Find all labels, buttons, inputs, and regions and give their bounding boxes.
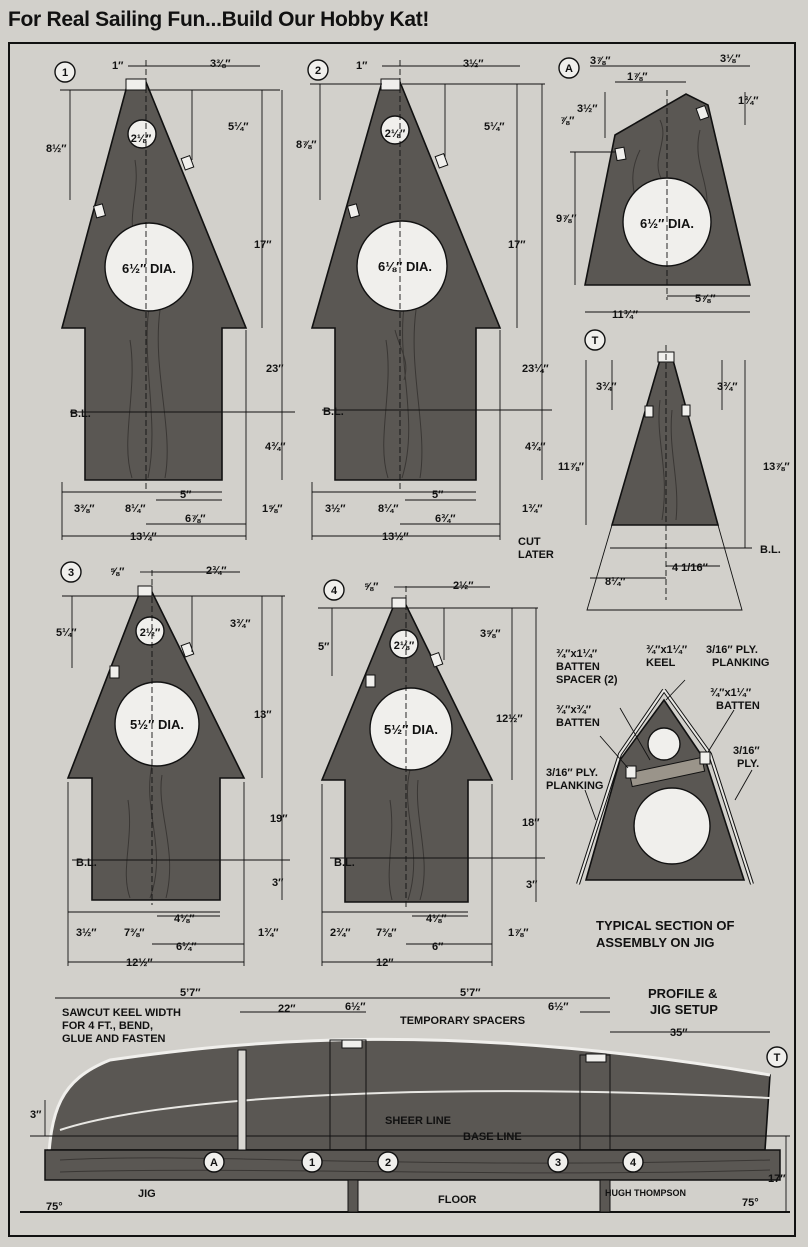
sawcut-label-2: FOR 4 FT., BEND,	[62, 1020, 154, 1032]
station-a: A	[210, 1157, 218, 1169]
section-caption-1: TYPICAL SECTION OF	[596, 918, 735, 933]
planking-top-label-1: 3/16″ PLY.	[706, 644, 758, 656]
dim-bottom-right-half: 6¾″	[435, 513, 456, 525]
base-line-label: BASE LINE	[463, 1131, 522, 1143]
dim-top-right: 3⅜″	[210, 58, 231, 70]
dim-total-height: 19″	[270, 813, 288, 825]
dim-bottom-width: 8¼″	[605, 576, 626, 588]
dim-profile-17: 17″	[768, 1173, 786, 1185]
dim-overall-width: 13½″	[382, 531, 409, 543]
dim-bottom-right: 1¾″	[258, 927, 279, 939]
ply-right-label-2: PLY.	[737, 758, 760, 770]
dim-small-hole: 2⅛″	[384, 128, 406, 140]
dim-small-hole: 2⅛″	[130, 133, 152, 145]
frame-a-drawing	[556, 53, 759, 321]
dim-top-right: 3½″	[463, 58, 484, 70]
dim-right-tall: 13⅞″	[763, 461, 790, 473]
sawcut-label-1: SAWCUT KEEL WIDTH	[62, 1007, 181, 1019]
frame-letter: T	[591, 335, 599, 347]
batten-right-label-1: ¾″x1¼″	[710, 687, 752, 699]
frame-number: 1	[61, 67, 69, 79]
dim-bottom-half: 5″	[432, 489, 444, 501]
dim-overall-width: 13¼″	[130, 531, 157, 543]
baseline-label: B.L.	[760, 544, 781, 556]
dim-big-hole: 6½″	[122, 261, 147, 276]
keel-notch	[381, 79, 400, 90]
dim-left-height: 8½″	[46, 143, 67, 155]
dim-bottom-right-half: 6⅞″	[185, 513, 206, 525]
frame-4-drawing	[318, 580, 545, 969]
dim-slope-height: 3⅝″	[480, 628, 501, 640]
dim-top-right: 2¾″	[206, 565, 227, 577]
dim-bottom-left: 3⅜″	[74, 503, 95, 515]
batten-right-label-2: BATTEN	[716, 700, 760, 712]
dim-left-height-1: 3½″	[577, 103, 598, 115]
dim-profile-65a: 6½″	[345, 1001, 366, 1013]
dim-profile-3: 3″	[30, 1109, 42, 1121]
dim-profile-57b: 5’7″	[460, 987, 481, 999]
planking-left-label-1: 3/16″ PLY.	[546, 767, 598, 779]
dim-slope-height: 3¾″	[230, 618, 251, 630]
dim-top-width: ⅝″	[364, 581, 379, 593]
keel-label-1: ¾″x1¼″	[646, 644, 688, 656]
dia-label: DIA.	[411, 722, 438, 737]
spacer-label-2: BATTEN	[556, 661, 600, 673]
dim-overall-width: 11¾″	[612, 309, 639, 321]
baseline-label: B.L.	[323, 406, 344, 418]
frame-3-drawing	[56, 562, 290, 969]
dim-angle-left: 75°	[46, 1201, 63, 1213]
dim-left-height: 8⅞″	[296, 139, 317, 151]
dim-total-height: 23¼″	[522, 363, 549, 375]
frame-2-drawing	[296, 58, 552, 543]
dim-big-hole: 6½″	[640, 216, 665, 231]
dim-bottom-right-half: 6¼″	[176, 941, 197, 953]
dim-left-height-3: 9⅞″	[556, 213, 577, 225]
profile-title-2: JIG SETUP	[650, 1002, 718, 1017]
dim-top-left: 3⅞″	[590, 55, 611, 67]
spacer-label-3: SPACER (2)	[556, 674, 618, 686]
station-3: 3	[554, 1157, 562, 1169]
cut-later-label-line2: LATER	[518, 549, 554, 561]
dim-total-height: 18″	[522, 817, 540, 829]
floor-label: FLOOR	[438, 1194, 477, 1206]
section-small-hole	[648, 728, 680, 760]
station-t: T	[773, 1052, 781, 1064]
cut-later-label-line1: CUT	[518, 536, 541, 548]
dim-right-height: 3¾″	[717, 381, 738, 393]
dim-bottom-half: 5″	[180, 489, 192, 501]
dia-label: DIA.	[667, 216, 694, 231]
station-4: 4	[629, 1157, 637, 1169]
dia-label: DIA.	[157, 717, 184, 732]
dim-slope-height: 5¼″	[484, 121, 505, 133]
dim-upper-height: 12½″	[496, 713, 523, 725]
dim-bottom-right: 1⅞″	[508, 927, 529, 939]
svg-text:5½″ DIA.	[130, 717, 184, 732]
baseline-label: B.L.	[76, 857, 97, 869]
dim-baseline-height: 4¾″	[525, 441, 546, 453]
svg-text:5½″ DIA.	[384, 722, 438, 737]
dim-upper-height: 13″	[254, 709, 272, 721]
frame-1-drawing	[46, 58, 295, 543]
jig-board	[45, 1150, 780, 1180]
batten-left-label-2: BATTEN	[556, 717, 600, 729]
svg-text:6½″ DIA.	[640, 216, 694, 231]
frame-number: 3	[67, 567, 75, 579]
section-caption-2: ASSEMBLY ON JIG	[596, 935, 715, 950]
dim-bottom-inner: 8¼″	[125, 503, 146, 515]
dim-baseline-height: 3″	[272, 877, 284, 889]
dim-bottom-left: 3½″	[76, 927, 97, 939]
svg-text:6⅛″ DIA.	[378, 259, 432, 274]
dim-slope-height: 5¼″	[228, 121, 249, 133]
baseline-label: B.L.	[334, 857, 355, 869]
dim-baseline-height: 3″	[526, 879, 538, 891]
dim-top-right: 3⅛″	[720, 53, 741, 65]
dim-bottom-half: 4⅛″	[174, 913, 195, 925]
dim-bottom-inner: 7⅜″	[124, 927, 145, 939]
keel-notch	[126, 79, 146, 90]
spacer-label-1: ¾″x1¼″	[556, 648, 598, 660]
dim-baseline-height: 4¾″	[265, 441, 286, 453]
profile-title-1: PROFILE &	[648, 986, 718, 1001]
dim-left-height: 3¾″	[596, 381, 617, 393]
dim-angle-right: 75°	[742, 1197, 759, 1209]
svg-text:6½″ DIA.	[122, 261, 176, 276]
dim-bottom-left: 3½″	[325, 503, 346, 515]
dim-bottom-left: 2¾″	[330, 927, 351, 939]
section-big-hole	[634, 788, 710, 864]
sheer-line-label: SHEER LINE	[385, 1115, 452, 1127]
dia-label: DIA.	[405, 259, 432, 274]
sawcut-label-3: GLUE AND FASTEN	[62, 1033, 166, 1045]
keel-label-2: KEEL	[646, 657, 676, 669]
dim-big-hole: 6⅛″	[378, 259, 403, 274]
frame-number: 2	[314, 65, 322, 77]
station-2: 2	[384, 1157, 392, 1169]
dim-left-height: 5″	[318, 641, 330, 653]
profile-jig-drawing	[20, 986, 790, 1213]
dim-small-hole: 2⅛″	[393, 640, 415, 652]
dim-half-width: 4 1/16″	[672, 562, 708, 574]
dim-bottom-right: 5⅞″	[695, 293, 716, 305]
jig-label: JIG	[138, 1188, 156, 1200]
dim-small-hole: 2½″	[139, 627, 161, 639]
dim-overall-width: 12½″	[126, 957, 153, 969]
dim-left-height: 5¼″	[56, 627, 77, 639]
dim-upper-height: 17″	[508, 239, 526, 251]
page-title: For Real Sailing Fun...Build Our Hobby Kat!	[8, 8, 430, 31]
frame-letter: A	[565, 63, 573, 75]
planking-left-label-2: PLANKING	[546, 780, 604, 792]
dim-right-height: 1¾″	[738, 95, 759, 107]
dim-profile-65b: 6½″	[548, 1001, 569, 1013]
dim-profile-57a: 5’7″	[180, 987, 201, 999]
dim-bottom-inner: 8¼″	[378, 503, 399, 515]
ply-right-label-1: 3/16″	[733, 745, 760, 757]
dim-top-width: 1″	[356, 60, 368, 72]
dim-left-tall: 11⅞″	[558, 461, 585, 473]
dim-bottom-right: 1¾″	[522, 503, 543, 515]
baseline-label: B.L.	[70, 408, 91, 420]
dim-profile-35: 35″	[670, 1027, 688, 1039]
dim-total-height: 23″	[266, 363, 284, 375]
typical-section-drawing	[546, 644, 769, 950]
dim-top-right: 2½″	[453, 580, 474, 592]
batten-left-label-1: ¾″x¾″	[556, 704, 592, 716]
dim-overall-width: 12″	[376, 957, 394, 969]
dim-top-width: ⅝″	[110, 566, 125, 578]
frame-t-drawing	[518, 330, 790, 610]
dim-mid-width: 1⅞″	[627, 71, 648, 83]
temporary-spacers-label: TEMPORARY SPACERS	[400, 1015, 526, 1027]
dim-bottom-inner: 7⅜″	[376, 927, 397, 939]
frame-post	[238, 1050, 246, 1150]
dia-label: DIA.	[149, 261, 176, 276]
artist-signature: HUGH THOMPSON	[605, 1188, 686, 1198]
dim-bottom-right-half: 6″	[432, 941, 444, 953]
planking-top-label-2: PLANKING	[712, 657, 770, 669]
dim-big-hole: 5½″	[130, 717, 155, 732]
frame-number: 4	[330, 585, 338, 597]
dim-upper-height: 17″	[254, 239, 272, 251]
station-1: 1	[308, 1157, 316, 1169]
dim-bottom-half: 4⅛″	[426, 913, 447, 925]
dim-top-width: 1″	[112, 60, 124, 72]
frame-t-outline	[612, 360, 718, 525]
dim-bottom-right: 1⅝″	[262, 503, 283, 515]
dim-profile-22: 22″	[278, 1003, 296, 1015]
dim-big-hole: 5½″	[384, 722, 409, 737]
dim-left-height-2: ⅞″	[560, 115, 575, 127]
